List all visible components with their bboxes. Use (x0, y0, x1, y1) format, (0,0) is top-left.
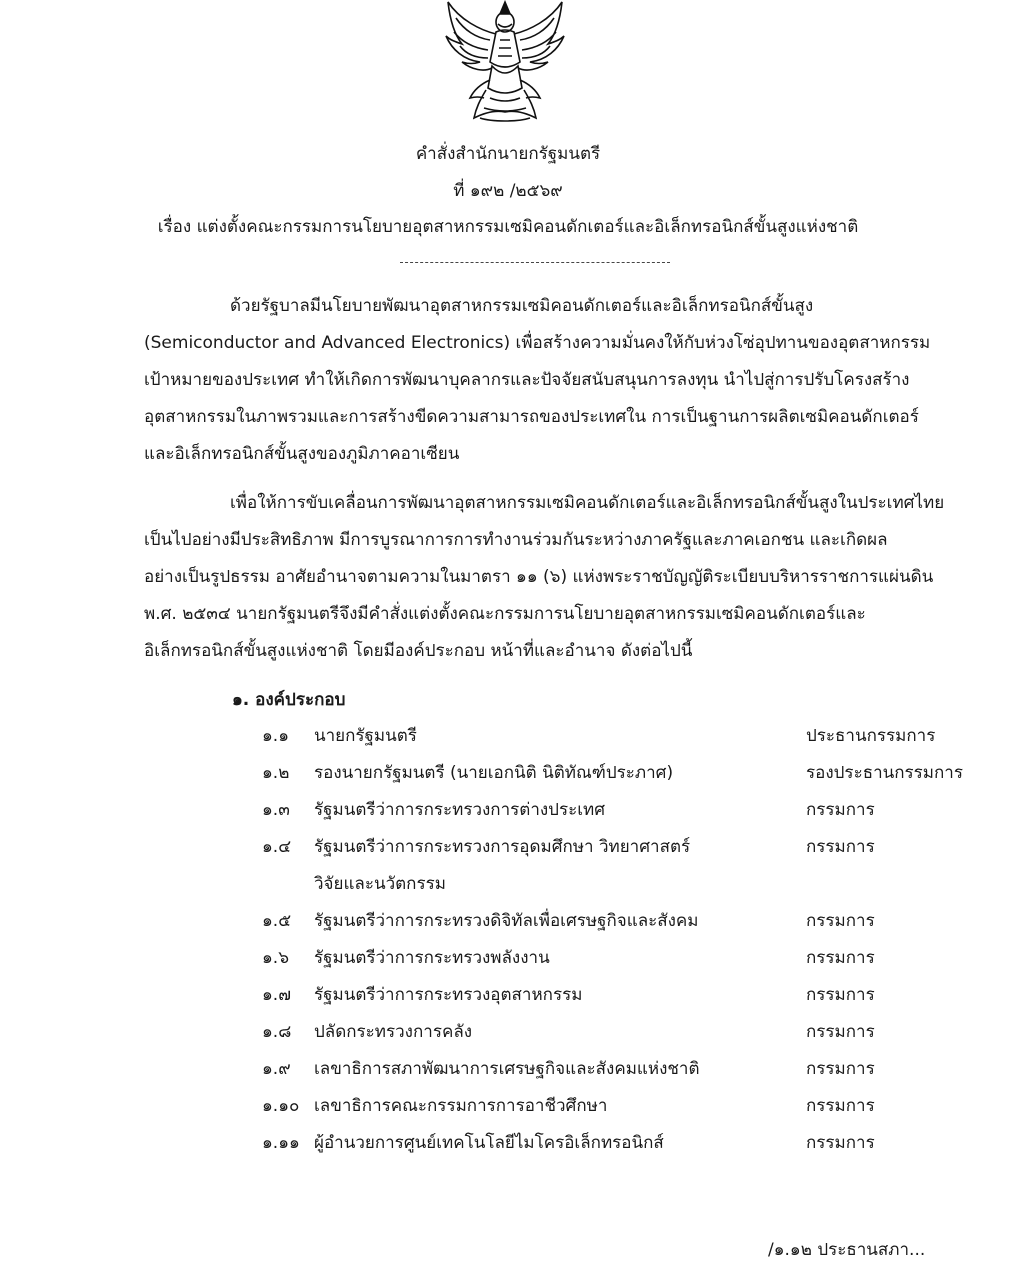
section-heading-composition: ๑. องค์ประกอบ (232, 690, 346, 710)
list-item (262, 718, 962, 755)
member-number: ๑.๘ (262, 1022, 292, 1042)
list-item (262, 1088, 962, 1125)
member-name: รองนายกรัฐมนตรี (นายเอกนิติ นิติทัณฑ์ประภาศ) (314, 763, 674, 783)
member-number: ๑.๒ (262, 763, 290, 783)
paragraph-line: อิเล็กทรอนิกส์ขั้นสูงแห่งชาติ โดยมีองค์ประกอบ หน้าที่และอำนาจ ดังต่อไปนี้ (144, 641, 693, 661)
list-item (262, 755, 962, 792)
list-item (262, 1051, 962, 1088)
list-item (262, 829, 962, 866)
member-name: เลขาธิการสภาพัฒนาการเศรษฐกิจและสังคมแห่งชาติ (314, 1059, 700, 1079)
member-number: ๑.๔ (262, 837, 292, 857)
member-number: ๑.๓ (262, 800, 290, 820)
paragraph-line: อย่างเป็นรูปธรรม อาศัยอำนาจตามความในมาตรา ๑๑ (๖) แห่งพระราชบัญญัติระเบียบบริหารราชการแผ่นดิน (144, 567, 934, 587)
member-number: ๑.๖ (262, 948, 289, 968)
garuda-emblem-icon (440, 0, 570, 122)
member-name: รัฐมนตรีว่าการกระทรวงการอุดมศึกษา วิทยาศาสตร์ (314, 837, 691, 857)
member-role: กรรมการ (806, 911, 875, 931)
list-item (262, 977, 962, 1014)
order-title: คำสั่งสำนักนายกรัฐมนตรี (415, 144, 601, 164)
list-item (262, 903, 962, 940)
paragraph-line: อุตสาหกรรมในภาพรวมและการสร้างขีดความสามารถของประเทศใน การเป็นฐานการผลิตเซมิคอนดักเตอร์ (144, 407, 919, 427)
order-number: ที่ ๑๙๒ /๒๕๖๙ (453, 181, 563, 201)
member-list (262, 718, 962, 1162)
paragraph-line: และอิเล็กทรอนิกส์ขั้นสูงของภูมิภาคอาเซียน (144, 444, 460, 464)
member-role: กรรมการ (806, 985, 875, 1005)
paragraph-line: (Semiconductor and Advanced Electronics) เพื่อสร้างความมั่นคงให้กับห่วงโซ่อุปทานของอุตสาหกรรม (144, 333, 931, 353)
paragraph-line: ด้วยรัฐบาลมีนโยบายพัฒนาอุตสาหกรรมเซมิคอนดักเตอร์และอิเล็กทรอนิกส์ขั้นสูง (230, 296, 814, 316)
list-item (262, 1125, 962, 1162)
member-role: ประธานกรรมการ (806, 726, 936, 746)
member-role: กรรมการ (806, 800, 875, 820)
member-name: ผู้อำนวยการศูนย์เทคโนโลยีไมโครอิเล็กทรอนิกส์ (314, 1133, 664, 1153)
member-name: ปลัดกระทรวงการคลัง (314, 1022, 473, 1042)
paragraph-2 (144, 485, 945, 670)
member-role: รองประธานกรรมการ (806, 763, 963, 783)
list-item (262, 1014, 962, 1051)
member-name: รัฐมนตรีว่าการกระทรวงการต่างประเทศ (314, 800, 606, 820)
member-name: วิจัยและนวัตกรรม (314, 874, 446, 894)
order-subject: เรื่อง แต่งตั้งคณะกรรมการนโยบายอุตสาหกรรมเซมิคอนดักเตอร์และอิเล็กทรอนิกส์ขั้นสูงแห่งชาติ (157, 217, 859, 237)
member-role: กรรมการ (806, 1059, 875, 1079)
member-number (262, 866, 314, 903)
paragraph-line: เพื่อให้การขับเคลื่อนการพัฒนาอุตสาหกรรมเซมิคอนดักเตอร์และอิเล็กทรอนิกส์ขั้นสูงในประเทศไทย (230, 493, 945, 513)
member-number: ๑.๗ (262, 985, 291, 1005)
paragraph-line: พ.ศ. ๒๕๓๔ นายกรัฐมนตรีจึงมีคำสั่งแต่งตั้งคณะกรรมการนโยบายอุตสาหกรรมเซมิคอนดักเตอร์และ (144, 604, 866, 624)
list-item (262, 866, 962, 903)
member-role: กรรมการ (806, 1096, 875, 1116)
list-item (262, 940, 962, 977)
paragraph-line: เป็นไปอย่างมีประสิทธิภาพ มีการบูรณาการการทำงานร่วมกันระหว่างภาครัฐและภาคเอกชน และเกิดผล (144, 530, 888, 550)
member-number: ๑.๑ (262, 726, 289, 746)
member-name: รัฐมนตรีว่าการกระทรวงดิจิทัลเพื่อเศรษฐกิจและสังคม (314, 911, 699, 931)
member-number: ๑.๑๑ (262, 1133, 300, 1153)
member-number: ๑.๙ (262, 1059, 291, 1079)
member-name: นายกรัฐมนตรี (314, 726, 417, 746)
member-role: กรรมการ (806, 837, 875, 857)
member-role: กรรมการ (806, 948, 875, 968)
member-name: รัฐมนตรีว่าการกระทรวงพลังงาน (314, 948, 550, 968)
member-role: กรรมการ (806, 1022, 875, 1042)
member-name: รัฐมนตรีว่าการกระทรวงอุตสาหกรรม (314, 985, 583, 1005)
member-role: กรรมการ (806, 1133, 875, 1153)
page-continuation-note: /๑.๑๒ ประธานสภา... (768, 1240, 926, 1260)
list-item (262, 792, 962, 829)
paragraph-1 (144, 288, 932, 473)
member-number: ๑.๕ (262, 911, 292, 931)
member-name: เลขาธิการคณะกรรมการการอาชีวศึกษา (314, 1096, 608, 1116)
title-separator (400, 262, 670, 263)
member-number: ๑.๑๐ (262, 1096, 300, 1116)
paragraph-line: เป้าหมายของประเทศ ทำให้เกิดการพัฒนาบุคลากรและปัจจัยสนับสนุนการลงทุน นำไปสู่การปรับโครงสร้าง (144, 370, 910, 390)
